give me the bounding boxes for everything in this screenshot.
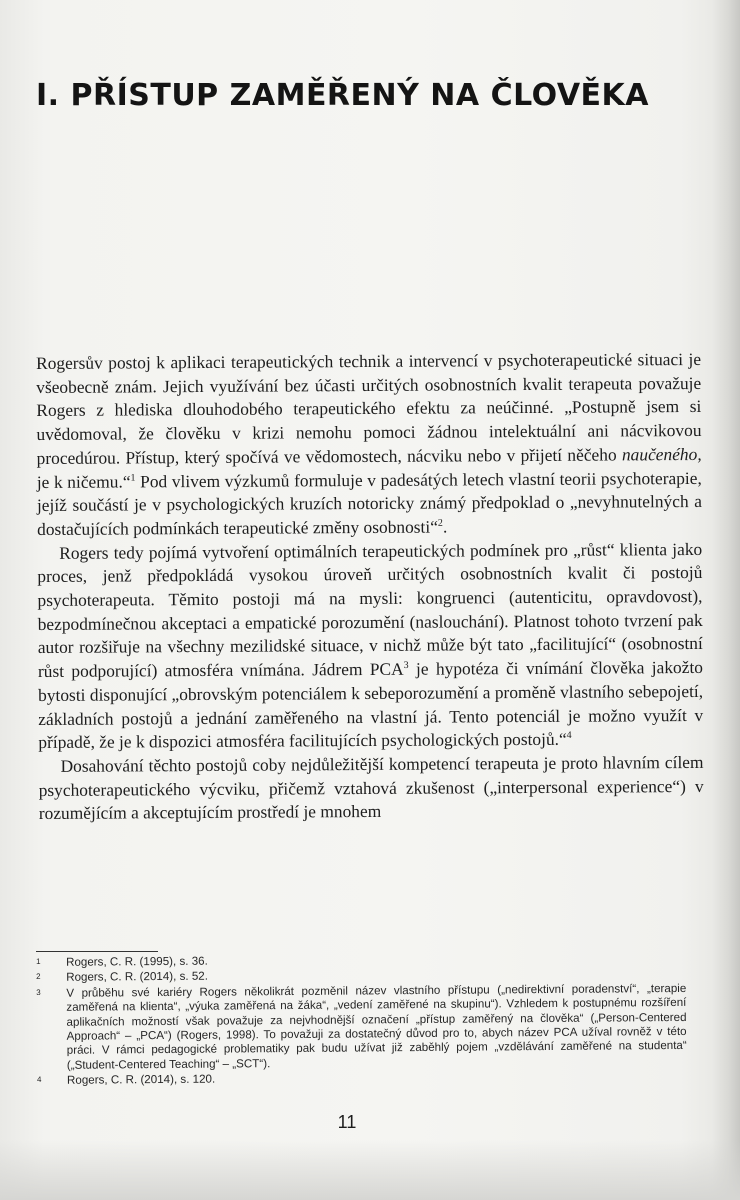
body-text bbox=[36, 348, 704, 826]
paragraph-3: Dosahování těchto postojů coby nejdůležitější kompetencí terapeuta je proto hlavním cílem psychoterapeutického výcviku, přičemž vztahová zkušenost („interpersonal experience“) v rozumějícím a akceptujícím prostředí je mnohem bbox=[38, 751, 704, 824]
footnote-number: 2 bbox=[36, 972, 41, 982]
footnote-number: 1 bbox=[36, 956, 41, 966]
footnote-text: Rogers, C. R. (2014), s. 120. bbox=[66, 1072, 216, 1088]
paragraph-2: Rogers tedy pojímá vytvoření optimálních terapeutických podmínek pro „růst“ klienta jako proces, jenž předpokládá vysokou úroveň určitých osobnostních kvalit či postojů psychoterapeuta. Těmito postoji má na mysli: kongruenci (autenticitu, opravdovost), bezpodmínečnou akceptaci a empatické porozumění (naslouchání). Platnost tohoto tvrzení pak autor rozšiřuje na všechny mezilidské situace, v nichž může být tato „facilitující“ (osobnostní růst podporující) atmosféra vnímána. Jádrem PCA$^3$ je hypotéza či vnímání člověka jakožto bytosti disponující „obrovským potenciálem k sebeporozumění a proměně vlastního sebepojetí, základních postojů a jednání zaměřeného na vlastní já. Tento potenciál je možno využít v případě, že je k dispozici atmosféra facilitujících psychologických postojů.“$^4$ bbox=[37, 538, 704, 753]
footnote-ref-2[interactable]: 2 bbox=[437, 517, 443, 529]
footnote-ref-3[interactable]: 3 bbox=[403, 660, 409, 672]
chapter-title: I. PŘÍSTUP ZAMĚŘENÝ NA ČLOVĚKA bbox=[36, 78, 650, 113]
footnote-text: Rogers, C. R. (1995), s. 36. bbox=[65, 954, 208, 969]
footnote-3 bbox=[36, 982, 687, 1074]
footnote-divider bbox=[36, 951, 158, 952]
footnote-number: 4 bbox=[36, 1075, 42, 1085]
footnote-text: V průběhu své kariéry Rogers několikrát pozměnil název vlastního přístupu („nedirektivní poradenství“, „terapie zaměřená na klienta“, „výuka zaměřená na žáka“, „vedení zaměřené na skupinu“). Vzhledem k postupnému rozšíření aplikačních možností však považuje za nejvhodnější označení „přístup zaměřený na člověka“ („Person-Centered Approach“ – „PCA“) (Rogers, 1998). To považuji za dostatečný důvod pro to, abych název PCA užíval rovněž v této práci. V rámci pedagogické problematiky pak budu užívat již zaběhlý pojem „vzdělávání zaměřené na studenta“ („Student-Centered Teaching“ – „SCT“). bbox=[66, 981, 687, 1072]
footnote-text: Rogers, C. R. (2014), s. 52. bbox=[66, 970, 208, 985]
page-bottom-shadow bbox=[0, 1140, 740, 1200]
footnote-ref-1[interactable]: 1 bbox=[130, 472, 136, 484]
page-number: 11 bbox=[337, 1112, 357, 1132]
footnote-number: 3 bbox=[36, 987, 41, 997]
footnote-ref-4[interactable]: 4 bbox=[566, 730, 572, 742]
page-edge-shadow bbox=[712, 0, 740, 1200]
paragraph-1: Rogersův postoj k aplikaci terapeutických technik a intervencí v psychoterapeutické situaci je všeobecně znám. Jejich využívání bez účasti určitých osobnostních kvalit terapeuta považuje Rogers z hlediska dlouhodobého terapeutického efektu za neúčinné. „Postupně jsem si uvědomoval, že člověku v krizi nemohu pomoci žádnou intelektuální ani nácvikovou procedúrou. Přístup, který spočívá ve vědomostech, nácviku nebo v přijetí něčeho naučeného, je k ničemu.“$^1$ Pod vlivem výzkumů formuluje v padesátých letech vlastní teorii psychoterapie, jejíž součástí je v psychologických kruzích notoricky známý předpoklad o „nevyhnutelných a dostačujících podmínkách terapeutické změny osobnosti“$^2$. bbox=[36, 348, 702, 539]
emphasis-word: naučeného, bbox=[621, 443, 702, 465]
footnotes bbox=[36, 951, 687, 1090]
